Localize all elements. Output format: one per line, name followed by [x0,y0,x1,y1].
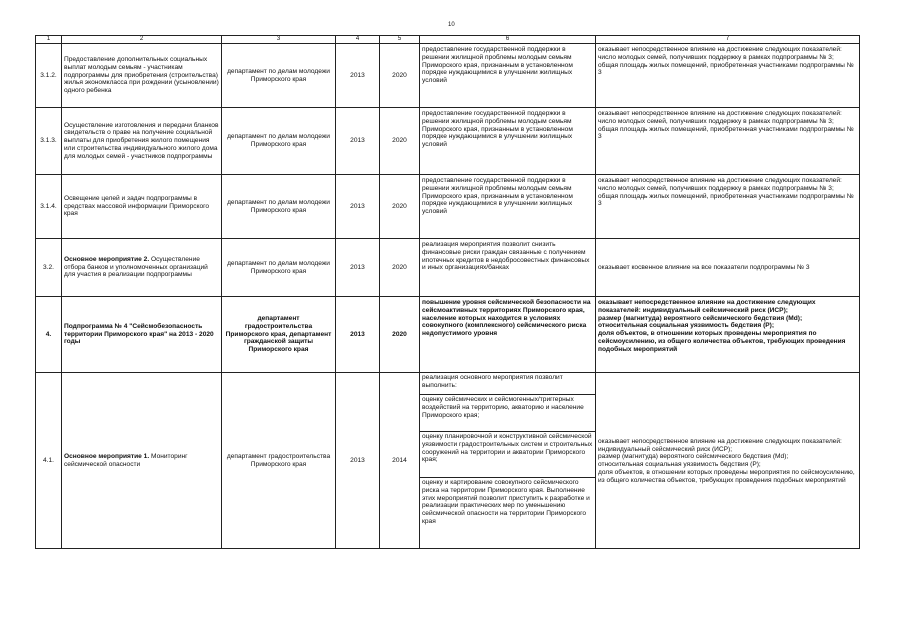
page-number: 10 [448,22,455,28]
expected-result: предоставление государственной поддержки в решении жилищной проблемы молодым семьям Приморского края, признанным в установленном порядке нуждающимися в улучшении жилищных условий [420,175,596,239]
end-year: 2020 [380,239,420,297]
table-row [36,108,860,175]
start-year: 2013 [336,175,380,239]
header-col-4: 4 [336,36,380,44]
expected-result: повышение уровня сейсмической безопасности на сейсмоактивных территориях Приморского края, население которых находится в условиях совокупного (комплексного) сейсмического риска недопустимого уровня [420,297,596,373]
program-table [35,35,860,549]
table-row [36,239,860,297]
start-year: 2013 [336,239,380,297]
activity-name-bold: Основное мероприятие 2. [64,255,150,263]
activity-name: Предоставление дополнительных социальных выплат молодым семьям - участникам подпрограммы для приобретения (строительства) жилья экономкласса при рождении (усыновлении) одного ребенка [62,44,222,108]
row-number: 3.1.4. [36,175,62,239]
end-year: 2020 [380,175,420,239]
responsible-executor: департамент по делам молодежи Приморского края [222,108,336,175]
expected-result: предоставление государственной поддержки в решении жилищной проблемы молодым семьям Приморского края, признанным в установленном порядке нуждающимися в улучшении жилищных условий [420,44,596,108]
activity-name [62,239,222,297]
header-col-2: 2 [62,36,222,44]
indicator-impact: оказывает непосредственное влияние на достижение следующих показателей: индивидуальный сейсмический риск (ИСР); размер (магнитуда) вероятного сейсмического бедствия (Md); относительная социальная уязвимость бедствия (P); доля объектов, в отношении которых проведены мероприятия по сейсмоусилению, из общего количества объектов, требующих проведения подобных мероприятий [596,297,860,373]
indicator-impact: оказывает непосредственное влияние на достижение следующих показателей: число молодых семей, получивших поддержку в рамках подпрограммы № 3; общая площадь жилых помещений, приобретенная участниками подпрограммы № 3 [596,108,860,175]
activity-name: Освещение целей и задач подпрограммы в средствах массовой информации Приморского края [62,175,222,239]
expected-result-item: оценку и картирование совокупного сейсмического риска на территории Приморского края. Выполнение этих мероприятий позволит приступить к разработке и реализации практических мер по уменьшению сейсмической опасности на территории Приморского края [422,479,590,525]
row-number: 4.1. [36,373,62,549]
responsible-executor: департамент по делам молодежи Приморского края [222,175,336,239]
row-number: 4. [36,297,62,373]
end-year: 2020 [380,44,420,108]
responsible-executor: департамент градостроительства Приморского края, департамент гражданской защиты Приморского края [222,297,336,373]
table-row [36,175,860,239]
responsible-executor: департамент по делам молодежи Приморского края [222,239,336,297]
responsible-executor: департамент градостроительства Приморского края [222,373,336,549]
expected-result-item: оценку планировочной и конструктивной сейсмической уязвимости градостроительных систем и строительных сооружений на территории и акватории Приморского края; [420,432,595,478]
end-year: 2020 [380,297,420,373]
activity-name-bold: Основное мероприятие 1. [64,452,150,460]
table-row [36,373,860,549]
table-row [36,297,860,373]
header-col-1: 1 [36,36,62,44]
responsible-executor: департамент по делам молодежи Приморского края [222,44,336,108]
start-year: 2013 [336,44,380,108]
activity-name-rest: Осуществление отбора банков и уполномоченных организаций для участия в реализации подпрограммы [64,255,208,279]
row-number: 3.1.2. [36,44,62,108]
activity-name [62,373,222,549]
start-year: 2013 [336,373,380,549]
indicator-impact: оказывает непосредственное влияние на достижение следующих показателей: число молодых семей, получивших поддержку в рамках подпрограммы № 3; общая площадь жилых помещений, приобретенная участниками подпрограммы № 3 [596,44,860,108]
expected-result: предоставление государственной поддержки в решении жилищной проблемы молодым семьям Приморского края, признанным в установленном порядке нуждающимися в улучшении жилищных условий [420,108,596,175]
activity-name: Подпрограмма № 4 "Сейсмобезопасность территории Приморского края" на 2013 - 2020 годы [62,297,222,373]
end-year: 2014 [380,373,420,549]
indicator-impact: оказывает непосредственное влияние на достижение следующих показателей: число молодых семей, получивших поддержку в рамках подпрограммы № 3; общая площадь жилых помещений, приобретенная участниками подпрограммы № 3 [596,175,860,239]
activity-name: Осуществление изготовления и передачи бланков свидетельств о праве на получение социальной выплаты для приобретения жилого помещения или строительства индивидуального жилого дома для молодых семей - участников подпрограммы [62,108,222,175]
expected-result-item: оценку сейсмических и сейсмогенных/триггерных воздействий на территорию, акваторию и население Приморского края; [420,395,595,432]
header-col-3: 3 [222,36,336,44]
table-row [36,44,860,108]
header-col-5: 5 [380,36,420,44]
expected-result-group [420,373,596,549]
header-col-7: 7 [596,36,860,44]
header-col-6: 6 [420,36,596,44]
header-row [36,36,860,44]
expected-result-intro: реализация основного мероприятия позволит выполнить: [420,373,595,395]
expected-result: реализация мероприятия позволит снизить финансовые риски граждан связанные с получением ипотечных кредитов в недобросовестных финансовых и иных организациях/банках [420,239,596,297]
end-year: 2020 [380,108,420,175]
indicator-impact: оказывает непосредственное влияние на достижение следующих показателей: индивидуальный сейсмический риск (ИСР); размер (магнитуда) вероятного сейсмического бедствия (Md); относительная социальная уязвимость бедствия (P); доля объектов, в отношении которых проведены мероприятия по сейсмоусилению, из общего количества объектов, требующих проведения подобных мероприятий [596,373,860,549]
indicator-impact: оказывает косвенное влияние на все показатели подпрограммы № 3 [596,239,860,297]
start-year: 2013 [336,108,380,175]
start-year: 2013 [336,297,380,373]
row-number: 3.1.3. [36,108,62,175]
activity-name-rest: Мониторинг сейсмической опасности [64,452,188,468]
row-number: 3.2. [36,239,62,297]
